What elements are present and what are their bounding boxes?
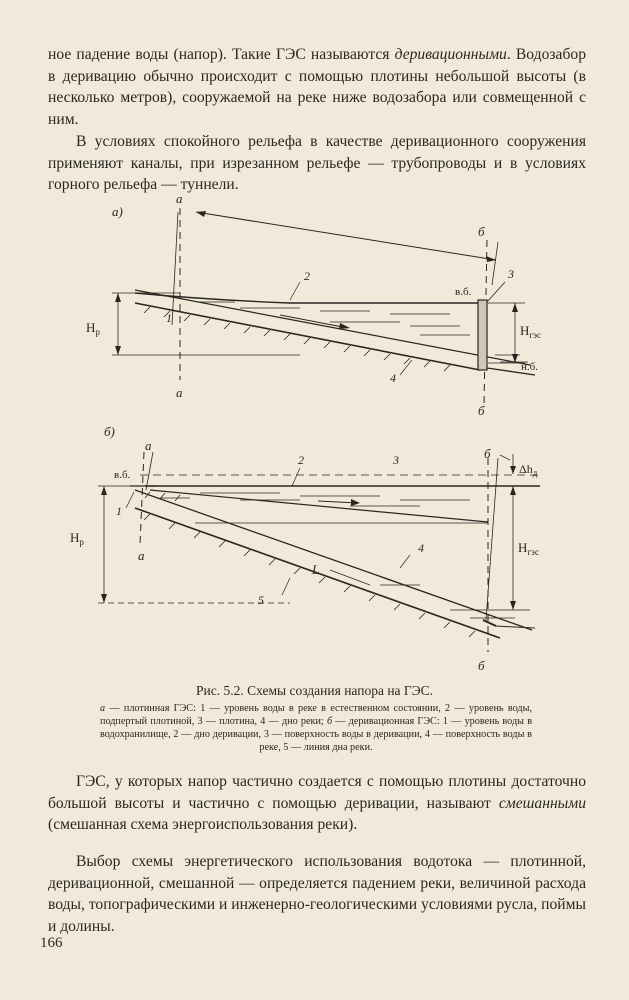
figure-5-2 xyxy=(0,190,629,680)
page-number: 166 xyxy=(40,935,63,951)
paragraph-3-text-a: ГЭС, у которых напор частично создается с помощью плотины достаточно большой высоты и частично с помощью деривации, называют xyxy=(48,773,586,812)
panel-a-section-left-top: а xyxy=(176,191,183,206)
panel-b-section-left-bottom: а xyxy=(138,548,145,563)
paragraph-1-text-b: . Водозабор в деривацию обычно происходит с помощью плотины небольшой высоты (в несколько метров), сооружаемой на реке ниже водозабора или совмещенной с ним. xyxy=(48,46,586,128)
panel-a-section-left-bottom: а xyxy=(176,385,183,400)
figure-caption-body xyxy=(100,702,532,754)
caption-b-text: — деривационная ГЭС: 1 — уровень воды в водохранилище, 2 — дно деривации, 3 — поверхность воды в деривации, 4 — поверхность воды в реке, 5 — линия дна реки. xyxy=(100,716,532,753)
panel-b-section-left-top: а xyxy=(145,438,152,453)
panel-b-diagram xyxy=(98,452,540,652)
panel-a-tag: а) xyxy=(112,204,123,219)
panel-b-label-3: 3 xyxy=(393,453,399,467)
panel-b-head-plant: $H_{гэс}$ xyxy=(518,540,539,557)
caption-a-tag: а xyxy=(100,703,106,714)
paragraph-1-text-a: ное падение воды (напор). Такие ГЭС называются xyxy=(48,46,395,63)
panel-b-tag: б) xyxy=(104,424,115,439)
panel-a-upstream-level: в.б. xyxy=(455,286,472,298)
panel-a-label-4: 4 xyxy=(390,371,396,385)
panel-a-label-3: 3 xyxy=(508,267,514,281)
panel-b-length: L xyxy=(312,562,320,577)
panel-a-section-right-bottom: б xyxy=(478,403,485,418)
paragraph-4: Выбор схемы энергетического использования водотока — плотинной, деривационной, смешанной — определяется падением реки, величиной расхода воды, топографическими и инженерно-геологическими условиями русла, поймы и долины. xyxy=(48,853,586,935)
panel-a-downstream-level: н.б. xyxy=(521,361,538,373)
panel-a-label-2: 2 xyxy=(304,269,310,283)
term-mixed: смешанными xyxy=(498,794,586,812)
caption-b-tag: б xyxy=(326,716,333,727)
paragraph-2: В условиях спокойного рельефа в качестве деривационного сооружения применяют каналы, при изрезанном рельефе — трубопроводы и в условиях горного рельефа — туннели. xyxy=(48,133,586,193)
figure-caption-title: Рис. 5.2. Схемы создания напора на ГЭС. xyxy=(195,683,434,698)
panel-a-head-main: $H_р$ xyxy=(86,320,100,337)
panel-b-head-main: $H_р$ xyxy=(70,530,84,547)
panel-b-label-1: 1 xyxy=(116,504,122,518)
panel-a-diagram xyxy=(112,208,535,405)
panel-a-section-right-top: б xyxy=(478,224,485,239)
panel-b-upstream-level: в.б. xyxy=(114,469,131,481)
panel-b-label-2: 2 xyxy=(298,453,304,467)
panel-b-section-right-bottom: б xyxy=(478,658,485,673)
panel-a-head-plant: $H_{гэс}$ xyxy=(520,323,541,340)
paragraph-1 xyxy=(48,44,586,130)
panel-b-head-loss: $\Delta h_д$ xyxy=(519,462,538,478)
panel-a-label-1: 1 xyxy=(166,311,172,325)
paragraph-3-text-b: (смешанная схема энергоиспользования реки). xyxy=(48,816,358,833)
panel-b-label-5: 5 xyxy=(258,593,264,607)
term-derivation: деривационными xyxy=(394,46,507,63)
panel-b-section-right-top: б xyxy=(484,446,491,461)
paragraph-3 xyxy=(48,771,586,836)
panel-b-label-4: 4 xyxy=(418,541,424,555)
caption-a-text: — плотинная ГЭС: 1 — уровень воды в реке в естественном состоянии, 2 — уровень воды, подпертый плотиной, 3 — плотина, 4 — дно реки; xyxy=(100,703,532,727)
